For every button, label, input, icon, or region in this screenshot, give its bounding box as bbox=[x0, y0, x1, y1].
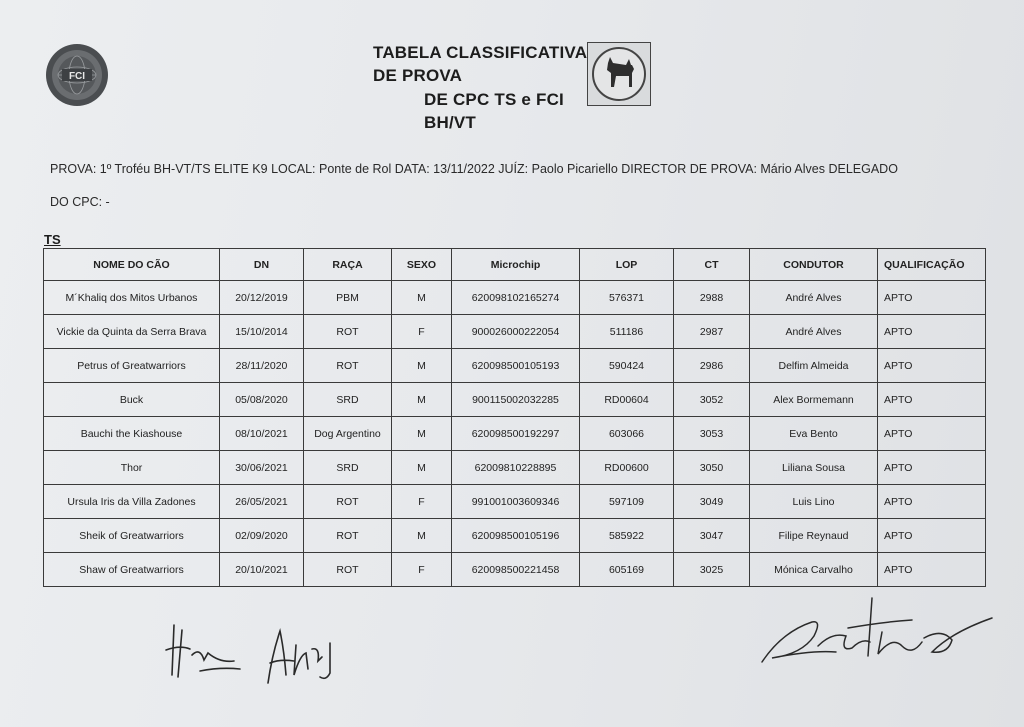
cell-dn: 20/12/2019 bbox=[220, 281, 304, 315]
cell-sex: M bbox=[392, 519, 452, 553]
cell-name: Thor bbox=[44, 451, 220, 485]
cell-breed: ROT bbox=[304, 485, 392, 519]
fci-logo-icon bbox=[44, 42, 110, 108]
cell-ct: 3049 bbox=[674, 485, 750, 519]
classification-table bbox=[43, 248, 986, 587]
cell-qualification: APTO bbox=[878, 553, 986, 587]
cell-sex: M bbox=[392, 417, 452, 451]
table-header-row bbox=[44, 249, 986, 281]
cell-ct: 3053 bbox=[674, 417, 750, 451]
cell-handler: Liliana Sousa bbox=[750, 451, 878, 485]
cell-handler: André Alves bbox=[750, 281, 878, 315]
cell-breed: PBM bbox=[304, 281, 392, 315]
cell-ct: 2986 bbox=[674, 349, 750, 383]
cell-sex: M bbox=[392, 383, 452, 417]
cell-microchip: 62009810228895 bbox=[452, 451, 580, 485]
cell-ct: 3025 bbox=[674, 553, 750, 587]
cell-microchip: 991001003609346 bbox=[452, 485, 580, 519]
cell-name: Buck bbox=[44, 383, 220, 417]
cell-sex: M bbox=[392, 349, 452, 383]
cell-dn: 02/09/2020 bbox=[220, 519, 304, 553]
info-line-1: PROVA: 1º Troféu BH-VT/TS ELITE K9 LOCAL: Ponte de Rol DATA: 13/11/2022 JUÍZ: Paolo Picariello DIRECTOR DE PROVA: Mário Alves DELEGADO bbox=[50, 162, 898, 176]
title-line-2: DE PROVA bbox=[373, 66, 463, 85]
cell-microchip: 620098500192297 bbox=[452, 417, 580, 451]
col-header-lop: LOP bbox=[580, 249, 674, 281]
col-header-name: NOME DO CÃO bbox=[44, 249, 220, 281]
cell-lop: 597109 bbox=[580, 485, 674, 519]
table-row bbox=[44, 519, 986, 553]
cell-breed: SRD bbox=[304, 383, 392, 417]
table-row bbox=[44, 281, 986, 315]
cell-ct: 3047 bbox=[674, 519, 750, 553]
info-line-2: DO CPC: - bbox=[50, 195, 110, 209]
cell-name: Sheik of Greatwarriors bbox=[44, 519, 220, 553]
table-row bbox=[44, 349, 986, 383]
title-line-1: TABELA CLASSIFICATIVA bbox=[373, 43, 588, 62]
cell-microchip: 900026000222054 bbox=[452, 315, 580, 349]
cell-lop: 576371 bbox=[580, 281, 674, 315]
cell-handler: Alex Bormemann bbox=[750, 383, 878, 417]
cell-name: Ursula Iris da Villa Zadones bbox=[44, 485, 220, 519]
cell-qualification: APTO bbox=[878, 281, 986, 315]
cell-breed: SRD bbox=[304, 451, 392, 485]
cell-breed: ROT bbox=[304, 349, 392, 383]
cell-qualification: APTO bbox=[878, 485, 986, 519]
cell-lop: RD00604 bbox=[580, 383, 674, 417]
col-header-dn: DN bbox=[220, 249, 304, 281]
table-row bbox=[44, 485, 986, 519]
cell-sex: M bbox=[392, 451, 452, 485]
col-header-microchip: Microchip bbox=[452, 249, 580, 281]
cell-lop: 590424 bbox=[580, 349, 674, 383]
cell-microchip: 620098500105193 bbox=[452, 349, 580, 383]
cell-breed: ROT bbox=[304, 553, 392, 587]
cell-name: Vickie da Quinta da Serra Brava bbox=[44, 315, 220, 349]
cell-handler: Luis Lino bbox=[750, 485, 878, 519]
cell-dn: 26/05/2021 bbox=[220, 485, 304, 519]
cell-name: Shaw of Greatwarriors bbox=[44, 553, 220, 587]
col-header-breed: RAÇA bbox=[304, 249, 392, 281]
cell-microchip: 620098500105196 bbox=[452, 519, 580, 553]
cell-breed: ROT bbox=[304, 519, 392, 553]
cell-microchip: 620098500221458 bbox=[452, 553, 580, 587]
cell-lop: 585922 bbox=[580, 519, 674, 553]
cell-ct: 2988 bbox=[674, 281, 750, 315]
cell-sex: F bbox=[392, 315, 452, 349]
title-line-3: DE CPC TS e FCI bbox=[424, 90, 564, 109]
cell-breed: ROT bbox=[304, 315, 392, 349]
signature-right-icon bbox=[752, 592, 1002, 682]
cell-sex: F bbox=[392, 553, 452, 587]
dog-icon bbox=[588, 43, 650, 105]
cell-ct: 3050 bbox=[674, 451, 750, 485]
cell-microchip: 900115002032285 bbox=[452, 383, 580, 417]
cell-handler: Mónica Carvalho bbox=[750, 553, 878, 587]
cell-dn: 08/10/2021 bbox=[220, 417, 304, 451]
cell-qualification: APTO bbox=[878, 315, 986, 349]
table-row bbox=[44, 451, 986, 485]
svg-text:FCI: FCI bbox=[68, 71, 86, 82]
cell-dn: 30/06/2021 bbox=[220, 451, 304, 485]
cell-sex: F bbox=[392, 485, 452, 519]
club-logo bbox=[587, 42, 651, 106]
cell-dn: 15/10/2014 bbox=[220, 315, 304, 349]
cell-handler: Delfim Almeida bbox=[750, 349, 878, 383]
cell-lop: RD00600 bbox=[580, 451, 674, 485]
cell-qualification: APTO bbox=[878, 451, 986, 485]
cell-ct: 2987 bbox=[674, 315, 750, 349]
cell-lop: 605169 bbox=[580, 553, 674, 587]
cell-handler: Filipe Reynaud bbox=[750, 519, 878, 553]
cell-name: Bauchi the Kiashouse bbox=[44, 417, 220, 451]
cell-qualification: APTO bbox=[878, 349, 986, 383]
table-body bbox=[44, 281, 986, 587]
table-row bbox=[44, 553, 986, 587]
col-header-qualification: QUALIFICAÇÃO bbox=[878, 249, 986, 281]
col-header-ct: CT bbox=[674, 249, 750, 281]
cell-sex: M bbox=[392, 281, 452, 315]
cell-ct: 3052 bbox=[674, 383, 750, 417]
signature-left-icon bbox=[160, 605, 360, 695]
cell-lop: 603066 bbox=[580, 417, 674, 451]
cell-handler: André Alves bbox=[750, 315, 878, 349]
col-header-handler: CONDUTOR bbox=[750, 249, 878, 281]
section-label: TS bbox=[44, 232, 61, 247]
table-row bbox=[44, 383, 986, 417]
table-row bbox=[44, 315, 986, 349]
cell-dn: 05/08/2020 bbox=[220, 383, 304, 417]
title-line-4: BH/VT bbox=[424, 113, 476, 132]
cell-lop: 511186 bbox=[580, 315, 674, 349]
cell-name: Petrus of Greatwarriors bbox=[44, 349, 220, 383]
cell-dn: 28/11/2020 bbox=[220, 349, 304, 383]
cell-qualification: APTO bbox=[878, 417, 986, 451]
table-row bbox=[44, 417, 986, 451]
cell-breed: Dog Argentino bbox=[304, 417, 392, 451]
cell-handler: Eva Bento bbox=[750, 417, 878, 451]
cell-qualification: APTO bbox=[878, 519, 986, 553]
cell-microchip: 620098102165274 bbox=[452, 281, 580, 315]
cell-dn: 20/10/2021 bbox=[220, 553, 304, 587]
cell-qualification: APTO bbox=[878, 383, 986, 417]
cell-name: M´Khaliq dos Mitos Urbanos bbox=[44, 281, 220, 315]
col-header-sex: SEXO bbox=[392, 249, 452, 281]
